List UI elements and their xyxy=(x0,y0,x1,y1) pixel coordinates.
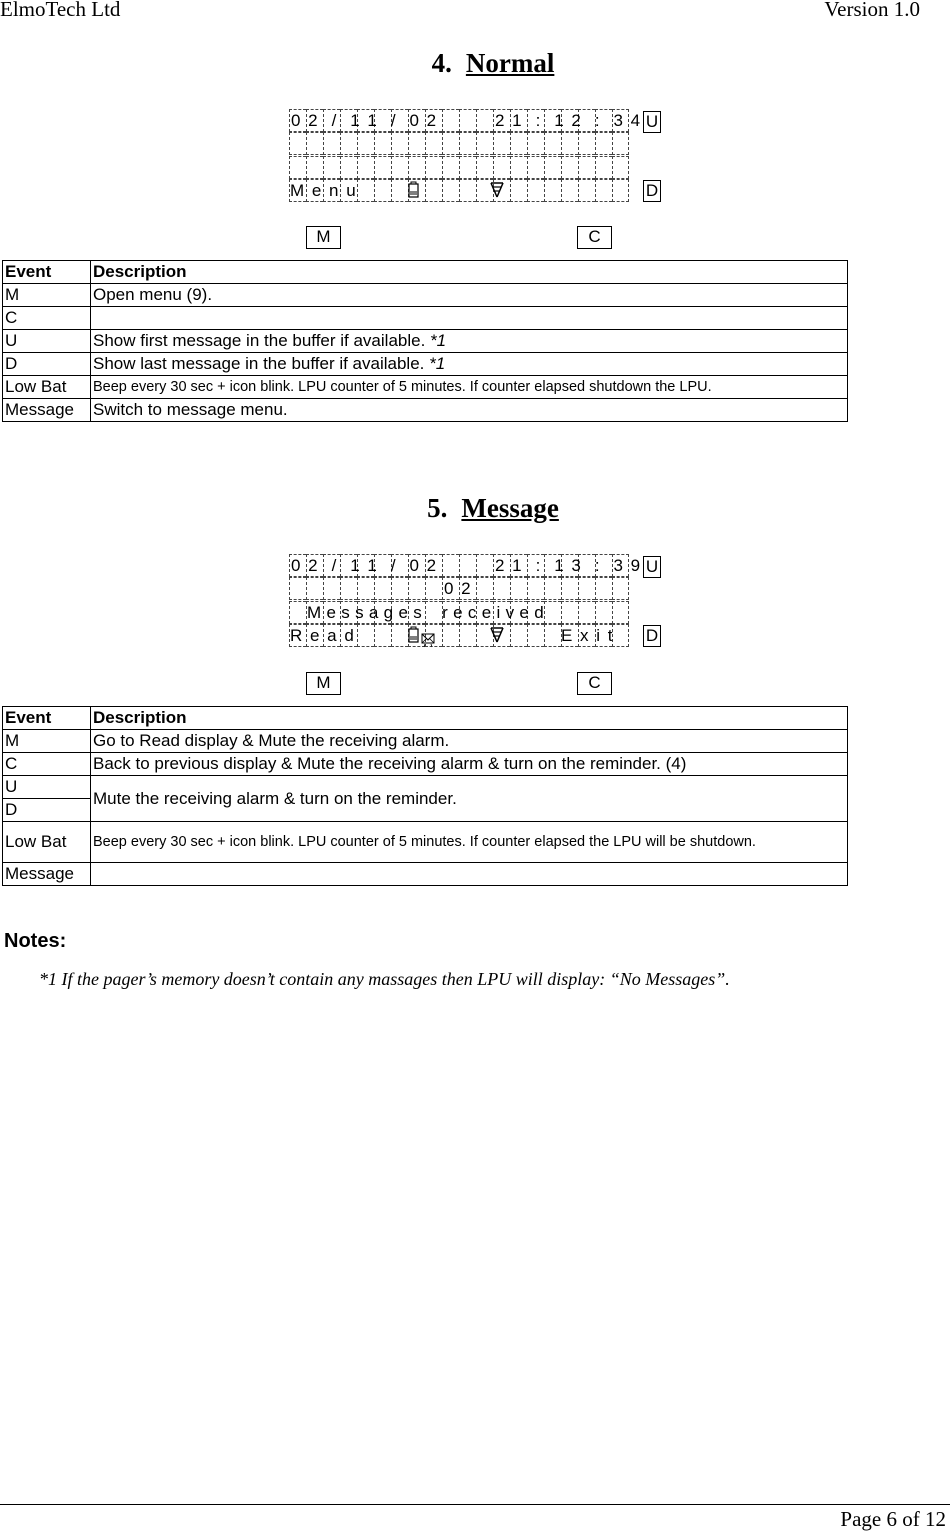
down-key[interactable]: D xyxy=(643,625,661,647)
lcd-cell xyxy=(527,132,544,155)
up-key[interactable]: U xyxy=(643,111,661,133)
lcd-cell xyxy=(510,624,527,647)
lcd-cell xyxy=(340,577,357,600)
table-header-row xyxy=(3,707,848,730)
lcd-cell xyxy=(357,132,374,155)
cancel-key[interactable]: C xyxy=(577,672,612,695)
lcd-messages-received: M e s s a g e s r e c e i v e d xyxy=(307,603,544,622)
lcd-cell xyxy=(544,132,561,155)
lcd-cell xyxy=(374,179,391,202)
lcd-cell xyxy=(357,179,374,202)
lcd-cell xyxy=(323,156,340,179)
lcd-exit-label: E x i t xyxy=(561,626,615,645)
column-header-description: Description xyxy=(91,261,848,284)
lcd-cell xyxy=(544,601,561,624)
event-table-normal xyxy=(2,260,848,422)
description-cell xyxy=(91,330,848,353)
lcd-time: 2 1 : 1 3 : 3 9 xyxy=(495,556,642,575)
battery-icon xyxy=(407,181,421,199)
lcd-cell xyxy=(459,554,476,577)
lcd-cell xyxy=(289,601,306,624)
lcd-cell xyxy=(289,577,306,600)
lcd-cell xyxy=(391,156,408,179)
menu-key[interactable]: M xyxy=(306,672,341,695)
lcd-cell xyxy=(476,132,493,155)
event-cell: Message xyxy=(3,399,91,422)
description-cell xyxy=(91,307,848,330)
lcd-cell xyxy=(612,132,629,155)
lcd-display-message xyxy=(289,554,642,647)
description-cell xyxy=(91,863,848,886)
lcd-cell xyxy=(595,132,612,155)
lcd-cell xyxy=(442,132,459,155)
lcd-cell xyxy=(578,179,595,202)
event-cell: Low Bat xyxy=(3,822,91,863)
event-cell: C xyxy=(3,753,91,776)
lcd-time: 2 1 : 1 2 : 3 4 xyxy=(495,111,642,130)
lcd-message-count: 0 2 xyxy=(444,579,473,598)
table-header-row xyxy=(3,261,848,284)
lcd-cell xyxy=(340,132,357,155)
lcd-cell xyxy=(340,156,357,179)
antenna-icon xyxy=(490,626,504,644)
description-cell: Beep every 30 sec + icon blink. LPU counter of 5 minutes. If counter elapsed the LPU will be shutdown. xyxy=(91,822,848,863)
description-cell: Switch to message menu. xyxy=(91,399,848,422)
section-title-text: Normal xyxy=(465,48,555,78)
lcd-cell xyxy=(578,601,595,624)
lcd-cell xyxy=(476,109,493,132)
lcd-cell xyxy=(425,156,442,179)
table-row xyxy=(3,753,848,776)
lcd-cell xyxy=(612,156,629,179)
antenna-icon xyxy=(490,181,504,199)
lcd-cell xyxy=(306,156,323,179)
lcd-cell xyxy=(561,156,578,179)
lcd-cell xyxy=(476,577,493,600)
section-number: 4. xyxy=(431,48,452,78)
lcd-cell xyxy=(425,179,442,202)
section-title-text: Message xyxy=(461,493,559,523)
lcd-cell xyxy=(493,577,510,600)
lcd-cell xyxy=(527,156,544,179)
cancel-key[interactable]: C xyxy=(577,226,612,249)
down-key[interactable]: D xyxy=(643,180,661,202)
lcd-cell xyxy=(289,156,306,179)
lcd-cell xyxy=(374,132,391,155)
lcd-cell xyxy=(493,132,510,155)
message-envelope-icon xyxy=(421,630,435,648)
note-reference: *1 xyxy=(430,331,447,350)
lcd-cell xyxy=(391,624,408,647)
header-version: Version 1.0 xyxy=(824,0,920,21)
lcd-display-normal xyxy=(289,109,642,202)
lcd-cell xyxy=(374,577,391,600)
lcd-cell xyxy=(357,577,374,600)
lcd-cell xyxy=(527,624,544,647)
lcd-cell xyxy=(578,577,595,600)
table-row xyxy=(3,353,848,376)
description-cell: Go to Read display & Mute the receiving alarm. xyxy=(91,730,848,753)
column-header-description: Description xyxy=(91,707,848,730)
lcd-cell xyxy=(425,132,442,155)
lcd-cell xyxy=(544,156,561,179)
description-cell xyxy=(91,353,848,376)
lcd-cell xyxy=(561,132,578,155)
description-cell: Open menu (9). xyxy=(91,284,848,307)
description-text: Show last message in the buffer if available. xyxy=(93,354,430,373)
lcd-row-2 xyxy=(289,132,629,155)
table-row xyxy=(3,730,848,753)
notes-text: *1 If the pager’s memory doesn’t contain any massages then LPU will display: “No Messages”. xyxy=(39,969,730,989)
lcd-read-label: R e a d xyxy=(290,626,356,645)
lcd-cell xyxy=(476,554,493,577)
table-row xyxy=(3,863,848,886)
lcd-cell xyxy=(459,109,476,132)
lcd-cell xyxy=(374,156,391,179)
lcd-cell xyxy=(442,156,459,179)
table-row xyxy=(3,776,848,799)
event-cell: Message xyxy=(3,863,91,886)
event-cell: Low Bat xyxy=(3,376,91,399)
lcd-row-3 xyxy=(289,156,629,179)
lcd-cell xyxy=(561,179,578,202)
event-cell: C xyxy=(3,307,91,330)
lcd-cell xyxy=(459,179,476,202)
section-title-normal xyxy=(0,48,950,79)
lcd-cell xyxy=(544,577,561,600)
lcd-cell xyxy=(510,132,527,155)
lcd-cell xyxy=(408,132,425,155)
event-cell: D xyxy=(3,799,91,822)
battery-icon xyxy=(407,626,421,644)
lcd-cell xyxy=(425,577,442,600)
lcd-cell xyxy=(493,156,510,179)
table-row xyxy=(3,307,848,330)
lcd-cell xyxy=(578,132,595,155)
lcd-cell xyxy=(289,132,306,155)
description-cell: Mute the receiving alarm & turn on the reminder. xyxy=(91,776,848,822)
lcd-date: 0 2 / 1 1 / 0 2 xyxy=(291,111,438,130)
lcd-cell xyxy=(527,179,544,202)
lcd-cell xyxy=(459,132,476,155)
lcd-cell xyxy=(544,179,561,202)
table-row xyxy=(3,330,848,353)
lcd-cell xyxy=(357,156,374,179)
lcd-cell xyxy=(306,132,323,155)
lcd-cell xyxy=(391,132,408,155)
up-key[interactable]: U xyxy=(643,556,661,578)
lcd-cell xyxy=(612,601,629,624)
lcd-cell xyxy=(442,179,459,202)
note-reference: *1 xyxy=(429,354,446,373)
lcd-cell xyxy=(442,624,459,647)
page-number: Page 6 of 12 xyxy=(840,1507,946,1531)
description-cell: Back to previous display & Mute the receiving alarm & turn on the reminder. (4) xyxy=(91,753,848,776)
header-company: ElmoTech Ltd xyxy=(0,0,121,21)
description-text: Show first message in the buffer if available. xyxy=(93,331,431,350)
notes-heading: Notes: xyxy=(4,930,67,952)
lcd-cell xyxy=(510,577,527,600)
lcd-cell xyxy=(391,179,408,202)
event-cell: M xyxy=(3,284,91,307)
lcd-cell xyxy=(459,624,476,647)
lcd-cell xyxy=(476,156,493,179)
section-title-message xyxy=(0,493,950,524)
lcd-cell xyxy=(595,577,612,600)
table-row xyxy=(3,284,848,307)
table-row xyxy=(3,376,848,399)
lcd-cell xyxy=(323,577,340,600)
lcd-cell xyxy=(374,624,391,647)
lcd-cell xyxy=(595,179,612,202)
lcd-cell xyxy=(306,577,323,600)
lcd-cell xyxy=(323,132,340,155)
menu-key[interactable]: M xyxy=(306,226,341,249)
lcd-cell xyxy=(510,179,527,202)
lcd-cell xyxy=(510,156,527,179)
lcd-cell xyxy=(357,624,374,647)
lcd-cell xyxy=(578,156,595,179)
lcd-cell xyxy=(544,624,561,647)
event-table-message xyxy=(2,706,848,886)
lcd-cell xyxy=(527,577,544,600)
lcd-cell xyxy=(459,156,476,179)
lcd-cell xyxy=(612,179,629,202)
section-number: 5. xyxy=(427,493,448,523)
lcd-cell xyxy=(612,624,629,647)
lcd-cell xyxy=(408,577,425,600)
lcd-cell xyxy=(408,156,425,179)
lcd-cell xyxy=(561,577,578,600)
column-header-event: Event xyxy=(3,707,91,730)
lcd-menu-label: M e n u xyxy=(290,181,358,200)
event-cell: D xyxy=(3,353,91,376)
event-cell: U xyxy=(3,330,91,353)
event-cell: M xyxy=(3,730,91,753)
lcd-cell xyxy=(391,577,408,600)
lcd-cell xyxy=(442,109,459,132)
column-header-event: Event xyxy=(3,261,91,284)
lcd-cell xyxy=(612,577,629,600)
event-cell: U xyxy=(3,776,91,799)
table-row xyxy=(3,399,848,422)
description-cell: Beep every 30 sec + icon blink. LPU counter of 5 minutes. If counter elapsed shutdown the LPU. xyxy=(91,376,848,399)
lcd-cell xyxy=(442,554,459,577)
lcd-date: 0 2 / 1 1 / 0 2 xyxy=(291,556,438,575)
lcd-cell xyxy=(595,601,612,624)
table-row xyxy=(3,822,848,863)
lcd-cell xyxy=(561,601,578,624)
lcd-cell xyxy=(595,156,612,179)
footer-divider xyxy=(0,1504,950,1505)
